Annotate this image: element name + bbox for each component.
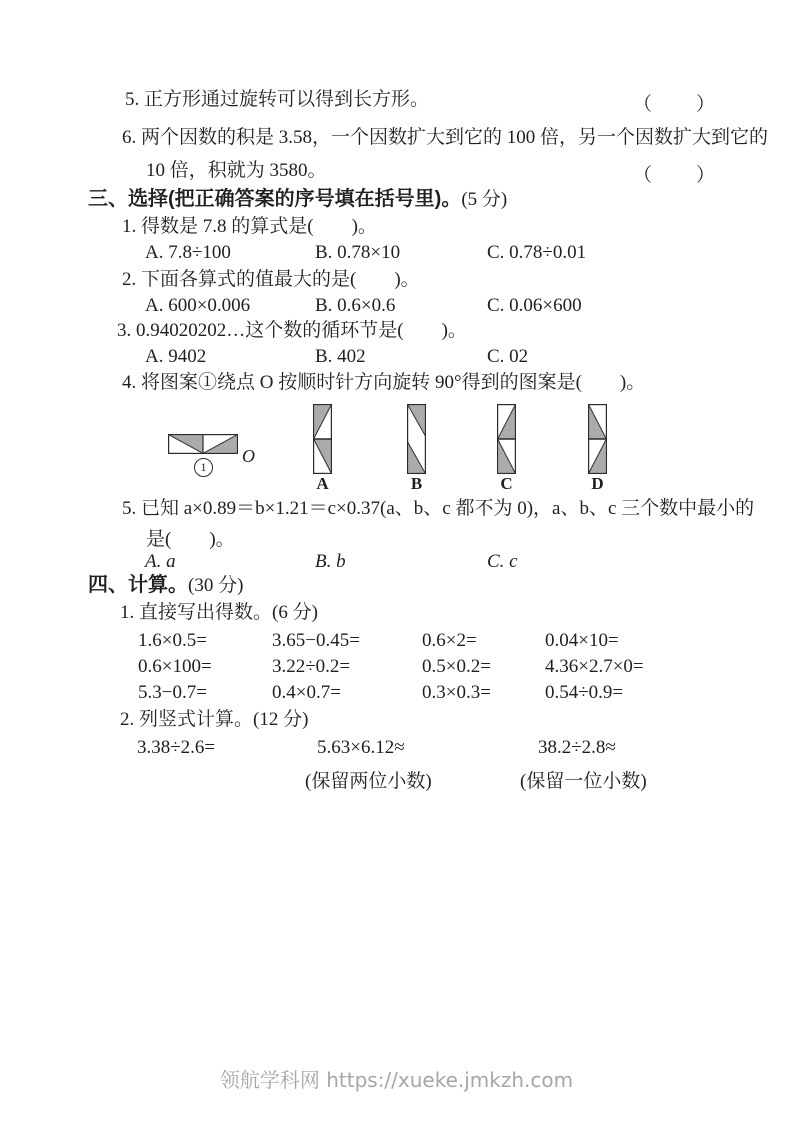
figure-pivot-point-label: O xyxy=(242,446,255,466)
choice-question-3: 3. 0.94020202…这个数的循环节是( )。 xyxy=(117,320,467,341)
calc-column-expr-3: 38.2÷2.8≈ xyxy=(538,737,616,758)
section-calc-points: (30 分) xyxy=(188,575,244,596)
figure-option-c-shape xyxy=(497,404,516,474)
choice-option-3b: B. 402 xyxy=(315,346,366,367)
figure-original-circled-label: 1 xyxy=(194,458,213,477)
calc-cell: 0.6×2= xyxy=(422,630,477,651)
section-calc-title: 四、计算。 xyxy=(88,574,188,596)
section-choice-header xyxy=(88,188,507,211)
choice-question-5-line2: 是( )。 xyxy=(146,529,235,550)
choice-option-3a: A. 9402 xyxy=(145,346,207,367)
calc-part2-title: 2. 列竖式计算。(12 分) xyxy=(120,709,309,730)
calc-cell: 4.36×2.7×0= xyxy=(545,656,644,677)
judge-question-5: 5. 正方形通过旋转可以得到长方形。 xyxy=(125,89,430,110)
calc-column-expr-2: 5.63×6.12≈ xyxy=(317,737,405,758)
figure-option-b-shape xyxy=(407,404,426,474)
choice-option-2a: A. 600×0.006 xyxy=(145,295,251,316)
calc-cell: 0.04×10= xyxy=(545,630,619,651)
calc-cell: 3.22÷0.2= xyxy=(272,656,351,677)
calc-cell: 0.6×100= xyxy=(138,656,212,677)
choice-option-2c: C. 0.06×600 xyxy=(487,295,582,316)
section-calc-header xyxy=(88,574,243,597)
choice-option-1a: A. 7.8÷100 xyxy=(145,242,231,263)
judge-question-6-line2: 10 倍，积就为 3580。 xyxy=(146,160,327,181)
figure-label-a: A xyxy=(316,474,329,493)
choice-question-1: 1. 得数是 7.8 的算式是( )。 xyxy=(122,216,377,237)
choice-question-5-line1: 5. 已知 a×0.89＝b×1.21＝c×0.37(a、b、c 都不为 0)，a、b、c 三个数中最小的 xyxy=(122,498,755,519)
calc-cell: 0.54÷0.9= xyxy=(545,682,624,703)
calc-column-note-3: (保留一位小数) xyxy=(520,771,647,792)
choice-question-4: 4. 将图案①绕点 O 按顺时针方向旋转 90°得到的图案是( )。 xyxy=(122,372,646,393)
calc-cell: 3.65−0.45= xyxy=(272,630,360,651)
choice-option-5c: C. c xyxy=(487,551,518,572)
section-choice-points: (5 分) xyxy=(461,189,508,210)
rotation-figure xyxy=(0,398,793,498)
choice-option-1b: B. 0.78×10 xyxy=(315,242,401,263)
choice-option-5a: A. a xyxy=(145,551,176,572)
section-choice-title: 三、选择(把正确答案的序号填在括号里)。 xyxy=(88,188,462,210)
calc-cell: 0.5×0.2= xyxy=(422,656,491,677)
figure-option-d-shape xyxy=(588,404,607,474)
calc-cell: 1.6×0.5= xyxy=(138,630,207,651)
choice-option-2b: B. 0.6×0.6 xyxy=(315,295,396,316)
judge-answer-bracket-6: （ ） xyxy=(633,165,718,186)
choice-option-3c: C. 02 xyxy=(487,346,529,367)
calc-column-note-2: (保留两位小数) xyxy=(305,771,432,792)
footer-watermark: 领航学科网 https://xueke.jmkzh.com xyxy=(219,1068,574,1092)
figure-label-c: C xyxy=(500,474,513,493)
figure-option-a-shape xyxy=(313,404,332,474)
calc-cell: 0.4×0.7= xyxy=(272,682,341,703)
judge-answer-bracket-5: （ ） xyxy=(633,94,718,115)
figure-label-b: B xyxy=(410,474,423,493)
judge-question-6-line1: 6. 两个因数的积是 3.58，一个因数扩大到它的 100 倍，另一个因数扩大到它的 xyxy=(122,127,769,148)
calc-part1-title: 1. 直接写出得数。(6 分) xyxy=(120,602,318,623)
figure-original-shape xyxy=(168,434,238,454)
choice-question-2: 2. 下面各算式的值最大的是( )。 xyxy=(122,269,420,290)
calc-cell: 0.3×0.3= xyxy=(422,682,491,703)
choice-option-5b: B. b xyxy=(315,551,346,572)
calc-cell: 5.3−0.7= xyxy=(138,682,207,703)
figure-label-d: D xyxy=(591,474,604,493)
calc-column-expr-1: 3.38÷2.6= xyxy=(137,737,216,758)
choice-option-1c: C. 0.78÷0.01 xyxy=(487,242,587,263)
